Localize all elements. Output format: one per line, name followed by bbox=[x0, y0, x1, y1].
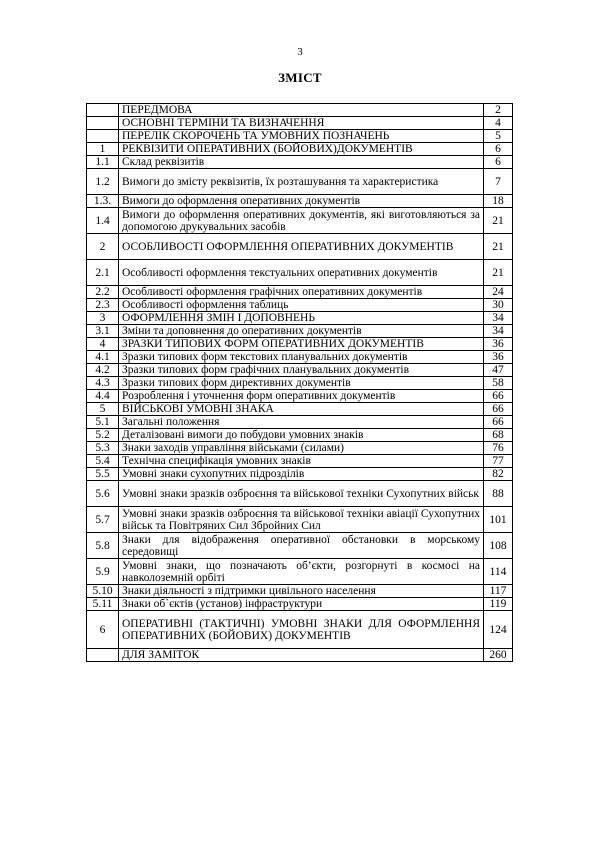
table-of-contents bbox=[86, 103, 513, 662]
section-title: Склад реквізитів bbox=[119, 156, 484, 169]
page-ref: 36 bbox=[484, 338, 513, 351]
page-ref: 21 bbox=[484, 208, 513, 234]
page-ref: 77 bbox=[484, 455, 513, 468]
section-number: 2.3 bbox=[87, 299, 119, 312]
table-row bbox=[87, 104, 513, 117]
section-title: ОПЕРАТИВНІ (ТАКТИЧНІ) УМОВНІ ЗНАКИ ДЛЯ ОФОРМЛЕННЯ ОПЕРАТИВНИХ (БОЙОВИХ) ДОКУМЕНТІВ bbox=[119, 611, 484, 649]
section-number: 5.4 bbox=[87, 455, 119, 468]
section-title: Умовні знаки зразків озброєння та військової техніки авіації Сухопутних військ та Повітряних Сил Збройних Сил bbox=[119, 507, 484, 533]
section-title: Особливості оформлення текстуальних оперативних документів bbox=[119, 260, 484, 286]
page-ref: 88 bbox=[484, 481, 513, 507]
section-title: Зразки типових форм директивних документів bbox=[119, 377, 484, 390]
section-title: Умовні знаки сухопутних підрозділів bbox=[119, 468, 484, 481]
table-row bbox=[87, 429, 513, 442]
section-number: 4.4 bbox=[87, 390, 119, 403]
table-row bbox=[87, 442, 513, 455]
page-ref: 117 bbox=[484, 585, 513, 598]
page-ref: 21 bbox=[484, 234, 513, 260]
page-ref: 66 bbox=[484, 403, 513, 416]
table-row bbox=[87, 598, 513, 611]
section-number: 4 bbox=[87, 338, 119, 351]
section-number: 4.1 bbox=[87, 351, 119, 364]
section-number: 5.11 bbox=[87, 598, 119, 611]
page-ref: 101 bbox=[484, 507, 513, 533]
page-title: ЗМІСТ bbox=[278, 70, 322, 85]
section-title: ДЛЯ ЗАМІТОК bbox=[119, 649, 484, 662]
page-ref: 119 bbox=[484, 598, 513, 611]
section-number: 6 bbox=[87, 611, 119, 649]
section-number: 5.10 bbox=[87, 585, 119, 598]
table-row bbox=[87, 416, 513, 429]
section-number: 5.1 bbox=[87, 416, 119, 429]
section-number: 4.3 bbox=[87, 377, 119, 390]
section-number: 5.3 bbox=[87, 442, 119, 455]
section-title: Знаки об`єктів (установ) інфраструктури bbox=[119, 598, 484, 611]
page-ref: 34 bbox=[484, 325, 513, 338]
table-row bbox=[87, 286, 513, 299]
section-title: Зразки типових форм графічних планувальних документів bbox=[119, 364, 484, 377]
page-ref: 47 bbox=[484, 364, 513, 377]
section-number bbox=[87, 104, 119, 117]
table-row bbox=[87, 377, 513, 390]
page-ref: 114 bbox=[484, 559, 513, 585]
table-row bbox=[87, 234, 513, 260]
table-row bbox=[87, 325, 513, 338]
page-ref: 6 bbox=[484, 156, 513, 169]
section-title: ВІЙСЬКОВІ УМОВНІ ЗНАКА bbox=[119, 403, 484, 416]
section-title: Розроблення і уточнення форм оперативних документів bbox=[119, 390, 484, 403]
section-title: Технічна специфікація умовних знаків bbox=[119, 455, 484, 468]
table-row bbox=[87, 364, 513, 377]
section-title: Загальні положення bbox=[119, 416, 484, 429]
table-row bbox=[87, 117, 513, 130]
section-number: 1.3. bbox=[87, 195, 119, 208]
table-row bbox=[87, 195, 513, 208]
section-number bbox=[87, 130, 119, 143]
section-number: 5 bbox=[87, 403, 119, 416]
table-row bbox=[87, 507, 513, 533]
section-title: Знаки для відображення оперативної обстановки в морському середовищі bbox=[119, 533, 484, 559]
page-ref: 58 bbox=[484, 377, 513, 390]
section-title: ОСНОВНІ ТЕРМІНИ ТА ВИЗНАЧЕННЯ bbox=[119, 117, 484, 130]
page-ref: 66 bbox=[484, 416, 513, 429]
table-row bbox=[87, 143, 513, 156]
section-number: 5.2 bbox=[87, 429, 119, 442]
section-number: 1.4 bbox=[87, 208, 119, 234]
section-number: 1.1 bbox=[87, 156, 119, 169]
table-row bbox=[87, 611, 513, 649]
page-ref: 6 bbox=[484, 143, 513, 156]
table-row bbox=[87, 208, 513, 234]
section-title: Умовні знаки, що позначають об’єкти, розгорнуті в космосі на навколоземній орбіті bbox=[119, 559, 484, 585]
page-ref: 76 bbox=[484, 442, 513, 455]
table-row bbox=[87, 481, 513, 507]
section-number: 3 bbox=[87, 312, 119, 325]
table-row bbox=[87, 351, 513, 364]
section-title: Знаки заходів управління військами (силами) bbox=[119, 442, 484, 455]
table-row bbox=[87, 403, 513, 416]
section-number bbox=[87, 117, 119, 130]
section-title: Особливості оформлення графічних оперативних документів bbox=[119, 286, 484, 299]
table-row bbox=[87, 299, 513, 312]
section-number bbox=[87, 649, 119, 662]
table-row bbox=[87, 260, 513, 286]
section-title: Деталізовані вимоги до побудови умовних знаків bbox=[119, 429, 484, 442]
table-row bbox=[87, 338, 513, 351]
section-title: Умовні знаки зразків озброєння та військової техніки Сухопутних військ bbox=[119, 481, 484, 507]
page-ref: 4 bbox=[484, 117, 513, 130]
section-title: ОФОРМЛЕННЯ ЗМІН І ДОПОВНЕНЬ bbox=[119, 312, 484, 325]
page-ref: 7 bbox=[484, 169, 513, 195]
section-number: 1 bbox=[87, 143, 119, 156]
page-ref: 18 bbox=[484, 195, 513, 208]
section-title: Вимоги до оформлення оперативних документів, які виготовляються за допомогою друкувальних засобів bbox=[119, 208, 484, 234]
page-ref: 260 bbox=[484, 649, 513, 662]
page-ref: 21 bbox=[484, 260, 513, 286]
table-row bbox=[87, 390, 513, 403]
table-row bbox=[87, 130, 513, 143]
section-title: ПЕРЕЛІК СКОРОЧЕНЬ ТА УМОВНИХ ПОЗНАЧЕНЬ bbox=[119, 130, 484, 143]
table-row bbox=[87, 468, 513, 481]
section-title: Зразки типових форм текстових планувальних документів bbox=[119, 351, 484, 364]
page-ref: 5 bbox=[484, 130, 513, 143]
section-title: Вимоги до оформлення оперативних документів bbox=[119, 195, 484, 208]
toc-body bbox=[87, 104, 513, 662]
page-ref: 66 bbox=[484, 390, 513, 403]
table-row bbox=[87, 533, 513, 559]
section-number: 2.1 bbox=[87, 260, 119, 286]
page-ref: 30 bbox=[484, 299, 513, 312]
table-row bbox=[87, 559, 513, 585]
section-number: 3.1 bbox=[87, 325, 119, 338]
section-number: 5.8 bbox=[87, 533, 119, 559]
page-ref: 2 bbox=[484, 104, 513, 117]
section-number: 5.5 bbox=[87, 468, 119, 481]
section-number: 5.7 bbox=[87, 507, 119, 533]
section-title: ПЕРЕДМОВА bbox=[119, 104, 484, 117]
page-number: 3 bbox=[297, 46, 303, 58]
section-title: Особливості оформлення таблиць bbox=[119, 299, 484, 312]
page-ref: 68 bbox=[484, 429, 513, 442]
table-row bbox=[87, 585, 513, 598]
section-title: ОСОБЛИВОСТІ ОФОРМЛЕННЯ ОПЕРАТИВНИХ ДОКУМЕНТІВ bbox=[119, 234, 484, 260]
section-number: 5.6 bbox=[87, 481, 119, 507]
page-ref: 108 bbox=[484, 533, 513, 559]
page-ref: 82 bbox=[484, 468, 513, 481]
section-title: ЗРАЗКИ ТИПОВИХ ФОРМ ОПЕРАТИВНИХ ДОКУМЕНТІВ bbox=[119, 338, 484, 351]
section-number: 5.9 bbox=[87, 559, 119, 585]
page-ref: 34 bbox=[484, 312, 513, 325]
section-title: Вимоги до змісту реквізитів, їх розташування та характеристика bbox=[119, 169, 484, 195]
section-title: Зміни та доповнення до оперативних документів bbox=[119, 325, 484, 338]
table-row bbox=[87, 169, 513, 195]
table-row bbox=[87, 156, 513, 169]
section-number: 2 bbox=[87, 234, 119, 260]
table-row bbox=[87, 312, 513, 325]
page-ref: 36 bbox=[484, 351, 513, 364]
section-title: РЕКВІЗИТИ ОПЕРАТИВНИХ (БОЙОВИХ)ДОКУМЕНТІВ bbox=[119, 143, 484, 156]
section-number: 4.2 bbox=[87, 364, 119, 377]
section-number: 2.2 bbox=[87, 286, 119, 299]
table-row bbox=[87, 455, 513, 468]
page-ref: 24 bbox=[484, 286, 513, 299]
section-number: 1.2 bbox=[87, 169, 119, 195]
section-title: Знаки діяльності з підтримки цивільного населення bbox=[119, 585, 484, 598]
table-row bbox=[87, 649, 513, 662]
page-ref: 124 bbox=[484, 611, 513, 649]
